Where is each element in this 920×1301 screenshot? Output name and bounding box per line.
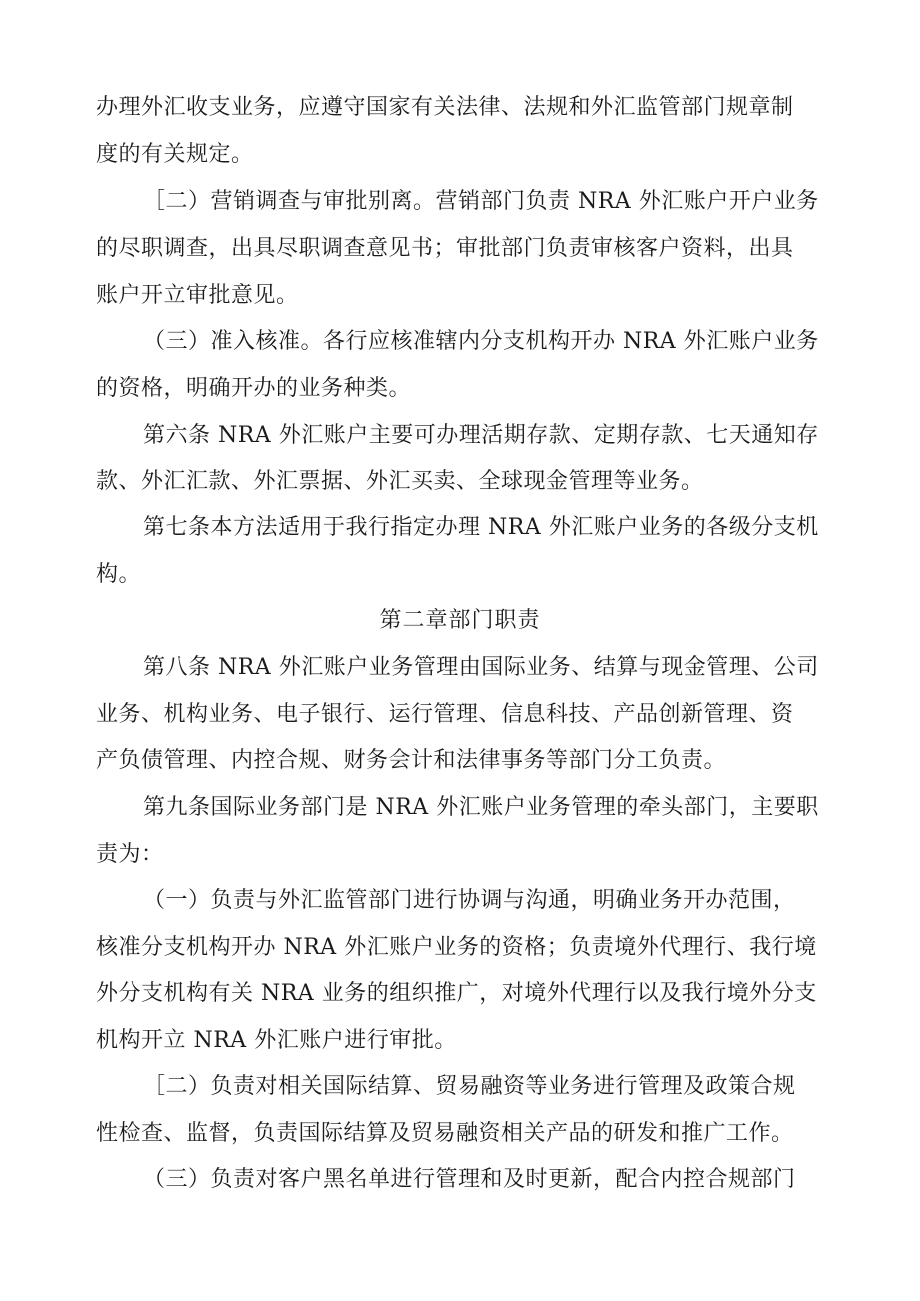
text-line: （一）负责与外汇监管部门进行协调与沟通，明确业务开办范围，: [143, 888, 796, 913]
text-line: 外分支机构有关 NRA 业务的组织推广，对境外代理行以及我行境外分支: [96, 981, 817, 1006]
text-line: 责为：: [96, 842, 164, 867]
chapter-heading: 第二章部门职责: [379, 608, 541, 633]
text-line: （三）负责对客户黑名单进行管理和及时更新，配合内控合规部门: [143, 1167, 796, 1192]
text-line: ［二）负责对相关国际结算、贸易融资等业务进行管理及政策合规: [143, 1074, 796, 1099]
text-line: 机构开立 NRA 外汇账户进行审批。: [96, 1028, 457, 1053]
text-line: 办理外汇收支业务，应遵守国家有关法律、法规和外汇监管部门规章制: [96, 95, 794, 120]
text-line: 的尽职调查，出具尽职调查意见书；审批部门负责审核客户资料，出具: [96, 236, 794, 261]
text-line: 业务、机构业务、电子银行、运行管理、信息科技、产品创新管理、资: [96, 702, 794, 727]
text-line: 产负债管理、内控合规、财务会计和法律事务等部门分工负责。: [96, 748, 727, 773]
text-line: 构。: [96, 562, 142, 587]
text-line: ［二）营销调查与审批别离。营销部门负责 NRA 外汇账户开户业务: [143, 189, 819, 214]
text-line: 第七条本方法适用于我行指定办理 NRA 外汇账户业务的各级分支机: [143, 515, 819, 540]
text-line: 性检查、监督，负责国际结算及贸易融资相关产品的研发和推广工作。: [96, 1121, 794, 1146]
text-line: 度的有关规定。: [96, 142, 254, 167]
text-line: 第八条 NRA 外汇账户业务管理由国际业务、结算与现金管理、公司: [143, 655, 819, 680]
text-line: 第六条 NRA 外汇账户主要可办理活期存款、定期存款、七天通知存: [143, 423, 819, 448]
text-line: （三）准入核准。各行应核准辖内分支机构开办 NRA 外汇账户业务: [143, 329, 819, 354]
text-line: 账户开立审批意见。: [96, 283, 299, 308]
text-line: 的资格，明确开办的业务种类。: [96, 376, 412, 401]
text-line: 第九条国际业务部门是 NRA 外汇账户业务管理的牵头部门，主要职: [143, 795, 819, 820]
text-line: 核准分支机构开办 NRA 外汇账户业务的资格；负责境外代理行、我行境: [96, 935, 817, 960]
text-line: 款、外汇汇款、外汇票据、外汇买卖、全球现金管理等业务。: [96, 469, 704, 494]
